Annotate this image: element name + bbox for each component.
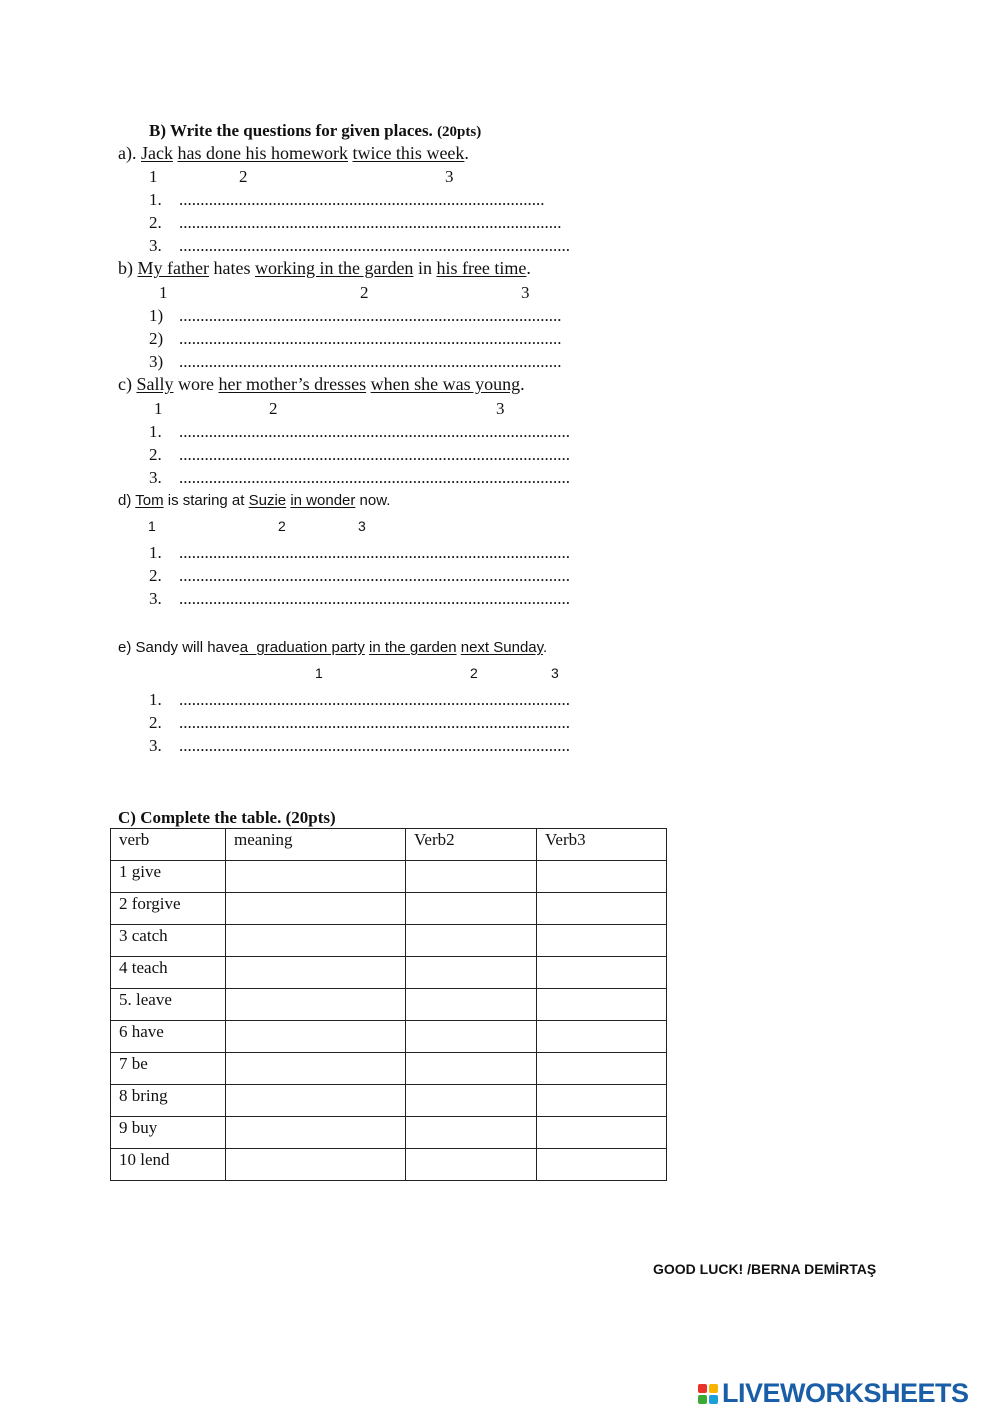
- logo-block-yellow: [709, 1384, 718, 1393]
- verb-cell: 6 have: [111, 1021, 226, 1053]
- marker-c-1: 1: [154, 399, 163, 418]
- logo-blocks-icon: [698, 1384, 718, 1404]
- verb-cell: 7 be: [111, 1053, 226, 1085]
- answer-label: 2.: [149, 566, 162, 585]
- answer-line-c-1[interactable]: [149, 422, 570, 442]
- marker-e-1: 1: [315, 665, 323, 681]
- sentence-a: [118, 143, 469, 164]
- table-row: [111, 925, 667, 957]
- marker-d-3: 3: [358, 518, 366, 534]
- answer-dots: ............................................................................................: [179, 713, 570, 732]
- answer-line-e-1[interactable]: [149, 690, 570, 710]
- section-b-title: B) Write the questions for given places.: [149, 121, 433, 140]
- answer-dots: ..........................................................................................: [179, 306, 562, 325]
- logo-block-blue: [709, 1395, 718, 1404]
- sentence-d: [118, 492, 390, 509]
- answer-line-d-2[interactable]: [149, 566, 570, 586]
- answer-dots: ............................................................................................: [179, 690, 570, 709]
- table-row: [111, 1117, 667, 1149]
- meaning-cell[interactable]: [226, 1149, 406, 1181]
- answer-label: 1.: [149, 422, 162, 441]
- verb3-cell[interactable]: [537, 1149, 667, 1181]
- header-meaning: meaning: [226, 829, 406, 861]
- marker-d-2: 2: [278, 518, 286, 534]
- verb2-cell[interactable]: [406, 861, 537, 893]
- answer-label: 2.: [149, 713, 162, 732]
- table-header-row: [111, 829, 667, 861]
- answer-dots: ............................................................................................: [179, 589, 570, 608]
- verb2-cell[interactable]: [406, 1053, 537, 1085]
- answer-dots: ............................................................................................: [179, 422, 570, 441]
- answer-line-c-2[interactable]: [149, 445, 570, 465]
- table-row: [111, 1149, 667, 1181]
- answer-dots: ............................................................................................: [179, 736, 570, 755]
- sentence-e-part-3: next Sunday: [460, 639, 544, 656]
- verb-cell: 4 teach: [111, 957, 226, 989]
- table-row: [111, 1053, 667, 1085]
- answer-dots: ............................................................................................: [179, 468, 570, 487]
- answer-line-b-2[interactable]: [149, 329, 562, 349]
- verb-cell: 8 bring: [111, 1085, 226, 1117]
- answer-line-e-2[interactable]: [149, 713, 570, 733]
- logo-text: LIVEWORKSHEETS: [722, 1378, 969, 1408]
- table-row: [111, 893, 667, 925]
- answer-label: 3.: [149, 589, 162, 608]
- sentence-b-suffix: .: [526, 258, 531, 278]
- sentence-b-sep-1: hates: [208, 258, 255, 278]
- sentence-c-part-3: when she was young: [370, 374, 521, 394]
- answer-label: 1): [149, 306, 164, 325]
- verb-cell: 5. leave: [111, 989, 226, 1021]
- marker-d-1: 1: [148, 518, 156, 534]
- sentence-e-part-1: a graduation party: [239, 639, 365, 656]
- marker-a-3: 3: [445, 167, 454, 186]
- verb3-cell[interactable]: [537, 1085, 667, 1117]
- meaning-cell[interactable]: [226, 861, 406, 893]
- answer-label: 1.: [149, 690, 162, 709]
- verb-cell: 9 buy: [111, 1117, 226, 1149]
- sentence-b-part-1: My father: [137, 258, 209, 278]
- answer-line-b-1[interactable]: [149, 306, 562, 326]
- sentence-b-part-3: his free time: [436, 258, 527, 278]
- meaning-cell[interactable]: [226, 925, 406, 957]
- meaning-cell[interactable]: [226, 1085, 406, 1117]
- answer-label: 3): [149, 352, 164, 371]
- sentence-b-part-2: working in the garden: [254, 258, 414, 278]
- answer-dots: ..........................................................................................: [179, 213, 562, 232]
- answer-dots: ..........................................................................................: [179, 352, 562, 371]
- answer-dots: ............................................................................................: [179, 566, 570, 585]
- verb-cell: 1 give: [111, 861, 226, 893]
- sentence-e-prefix: e) Sandy will have: [118, 639, 240, 656]
- sentence-c-suffix: .: [520, 374, 525, 394]
- logo-block-red: [698, 1384, 707, 1393]
- marker-e-2: 2: [470, 665, 478, 681]
- verb3-cell[interactable]: [537, 989, 667, 1021]
- sentence-d-suffix: now.: [355, 492, 391, 509]
- sentence-b-prefix: b): [118, 258, 138, 278]
- sentence-a-part-3: twice this week: [352, 143, 465, 163]
- verb-cell: 2 forgive: [111, 893, 226, 925]
- sentence-d-prefix: d): [118, 492, 136, 509]
- answer-dots: ............................................................................................: [179, 236, 570, 255]
- table-row: [111, 989, 667, 1021]
- marker-a-2: 2: [239, 167, 248, 186]
- marker-b-2: 2: [360, 283, 369, 302]
- marker-b-3: 3: [521, 283, 530, 302]
- table-row: [111, 957, 667, 989]
- answer-dots: ............................................................................................: [179, 543, 570, 562]
- sentence-c-sep-1: wore: [173, 374, 219, 394]
- verb3-cell[interactable]: [537, 893, 667, 925]
- verb3-cell[interactable]: [537, 1117, 667, 1149]
- verb2-cell[interactable]: [406, 1021, 537, 1053]
- marker-a-1: 1: [149, 167, 158, 186]
- sentence-d-part-3: in wonder: [290, 492, 356, 509]
- answer-label: 2.: [149, 445, 162, 464]
- section-c-title: C) Complete the table. (20pts): [118, 808, 336, 827]
- meaning-cell[interactable]: [226, 989, 406, 1021]
- verb2-cell[interactable]: [406, 893, 537, 925]
- sentence-d-sep-1: is staring at: [163, 492, 249, 509]
- meaning-cell[interactable]: [226, 957, 406, 989]
- verb-cell: 10 lend: [111, 1149, 226, 1181]
- answer-label: 3.: [149, 468, 162, 487]
- verb2-cell[interactable]: [406, 957, 537, 989]
- sentence-c-part-1: Sally: [136, 374, 174, 394]
- sentence-c-part-2: her mother’s dresses: [218, 374, 367, 394]
- sentence-e: [118, 639, 547, 656]
- verb2-cell[interactable]: [406, 989, 537, 1021]
- marker-b-1: 1: [159, 283, 168, 302]
- answer-line-d-3[interactable]: [149, 589, 570, 609]
- logo-block-green: [698, 1395, 707, 1404]
- answer-dots: ............................................................................................: [179, 445, 570, 464]
- sentence-d-part-1: Tom: [135, 492, 164, 509]
- verb2-cell[interactable]: [406, 1149, 537, 1181]
- header-verb: verb: [111, 829, 226, 861]
- footer-signature: GOOD LUCK! /BERNA DEMİRTAŞ: [653, 1261, 877, 1277]
- answer-line-a-2[interactable]: [149, 213, 562, 233]
- verb2-cell[interactable]: [406, 925, 537, 957]
- sentence-a-part-1: Jack: [140, 143, 173, 163]
- table-row: [111, 861, 667, 893]
- answer-dots: ..........................................................................................: [179, 329, 562, 348]
- sentence-b-sep-2: in: [413, 258, 437, 278]
- marker-c-3: 3: [496, 399, 505, 418]
- sentence-e-suffix: .: [543, 639, 548, 656]
- section-b-points: (20pts): [437, 124, 482, 140]
- verb3-cell[interactable]: [537, 1053, 667, 1085]
- sentence-a-part-2: has done his homework: [177, 143, 348, 163]
- meaning-cell[interactable]: [226, 1117, 406, 1149]
- sentence-b: [118, 258, 531, 279]
- answer-dots: ......................................................................................: [179, 190, 545, 209]
- answer-line-e-3[interactable]: [149, 736, 570, 756]
- answer-label: 1.: [149, 190, 162, 209]
- verb3-cell[interactable]: [537, 925, 667, 957]
- answer-label: 2.: [149, 213, 162, 232]
- sentence-e-part-2: in the garden: [369, 639, 457, 656]
- liveworksheets-logo: [698, 1378, 969, 1409]
- answer-line-d-1[interactable]: [149, 543, 570, 563]
- answer-label: 2): [149, 329, 164, 348]
- sentence-a-prefix: a).: [118, 143, 141, 163]
- sentence-a-suffix: .: [464, 143, 469, 163]
- answer-line-b-3[interactable]: [149, 352, 562, 372]
- meaning-cell[interactable]: [226, 1021, 406, 1053]
- verb2-cell[interactable]: [406, 1117, 537, 1149]
- answer-label: 3.: [149, 736, 162, 755]
- meaning-cell[interactable]: [226, 893, 406, 925]
- header-verb2: Verb2: [406, 829, 537, 861]
- marker-c-2: 2: [269, 399, 278, 418]
- verb2-cell[interactable]: [406, 1085, 537, 1117]
- table-row: [111, 1085, 667, 1117]
- verb-cell: 3 catch: [111, 925, 226, 957]
- verb3-cell[interactable]: [537, 861, 667, 893]
- answer-label: 1.: [149, 543, 162, 562]
- verb-table: [110, 828, 667, 1181]
- table-row: [111, 1021, 667, 1053]
- answer-line-a-1[interactable]: [149, 190, 545, 210]
- header-verb3: Verb3: [537, 829, 667, 861]
- answer-label: 3.: [149, 236, 162, 255]
- sentence-d-part-2: Suzie: [248, 492, 287, 509]
- answer-line-a-3[interactable]: [149, 236, 570, 256]
- answer-line-c-3[interactable]: [149, 468, 570, 488]
- verb3-cell[interactable]: [537, 1021, 667, 1053]
- sentence-c: [118, 374, 525, 395]
- sentence-c-prefix: c): [118, 374, 137, 394]
- verb3-cell[interactable]: [537, 957, 667, 989]
- marker-e-3: 3: [551, 665, 559, 681]
- section-b-heading: [149, 121, 481, 141]
- meaning-cell[interactable]: [226, 1053, 406, 1085]
